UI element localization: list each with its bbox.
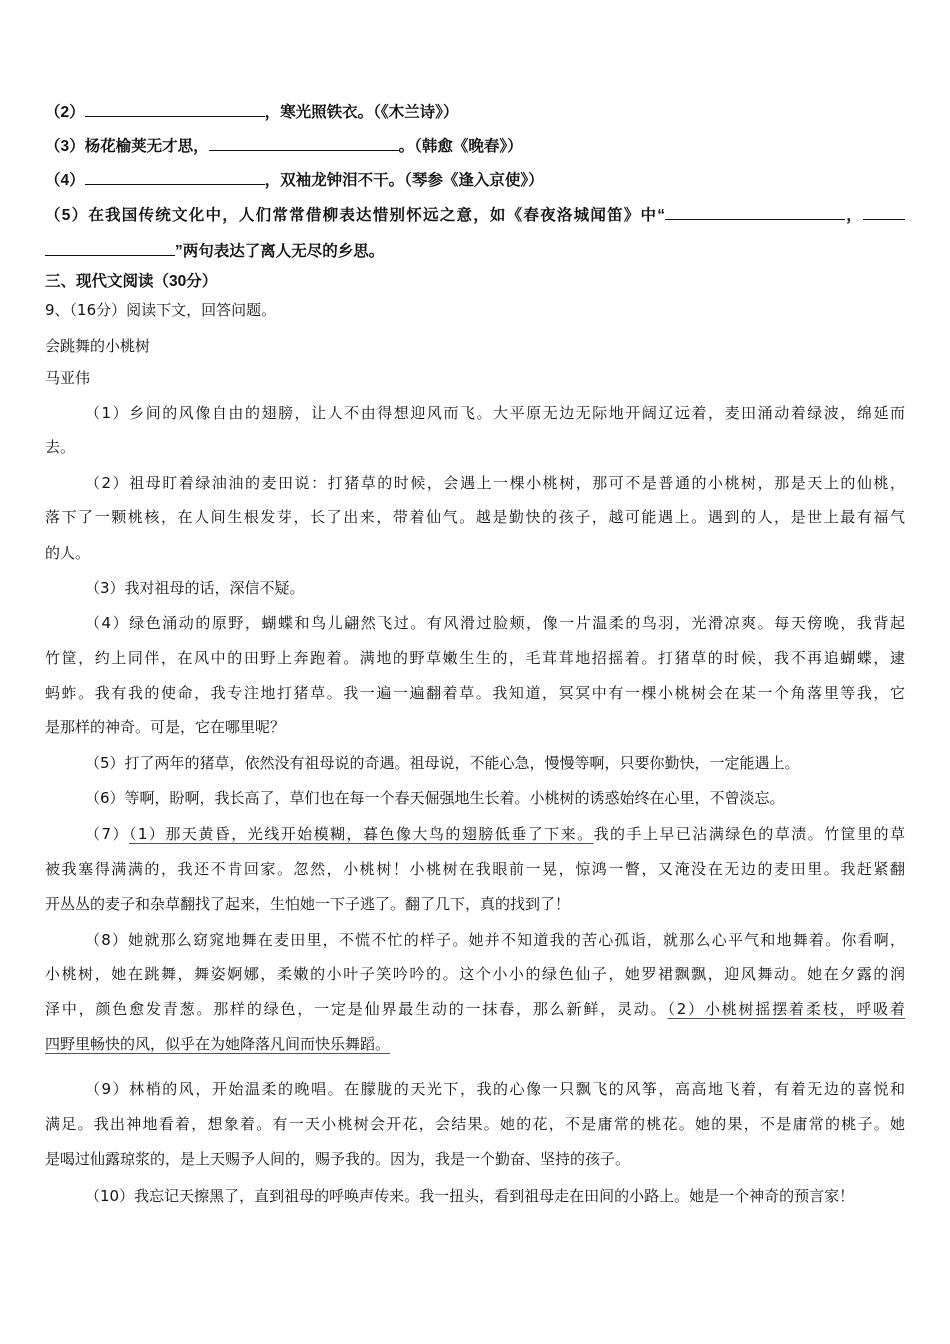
paragraph-line (45, 894, 570, 914)
text-segment: 开丛丛的麦子和杂草翻找了起来，生怕她一下子逃了。翻了几下，真的找到了！ (45, 895, 571, 913)
paragraph-line (85, 473, 905, 493)
fill-in-question (45, 241, 384, 262)
text-segment: 满足。我出神地看着，想象着。有一天小桃树会开花，会结果。她的花，不是庸常的桃花。她的果，不是庸常的桃子。她 (45, 1115, 905, 1133)
answer-blank[interactable] (209, 136, 399, 151)
text-segment: 落下了一颗桃核，在人间生根发芽，长了出来，带着仙气。越是勤快的孩子，越可能遇上。遇到的人，是世上最有福气 (45, 508, 905, 526)
text-segment: 是喝过仙露琼浆的，是上天赐予人间的，赐予我的。因为，我是一个勤奋、坚持的孩子。 (45, 1150, 631, 1168)
paragraph-line (45, 437, 75, 457)
paragraph-line (85, 1079, 905, 1099)
fill-in-question (45, 136, 523, 157)
text-segment: （8）她就那么窈窕地舞在麦田里，不慌不忙的样子。她并不知道我的苦心孤诣，就那么心平气和地舞着。你看啊， (85, 931, 905, 949)
paragraph-line (85, 930, 905, 950)
fill-in-question (45, 205, 905, 226)
paragraph-line (45, 683, 905, 703)
text-segment: （6）等啊，盼啊，我长高了，草们也在每一个春天倔强地生长着。小桃树的诱惑始终在心里，不曾淡忘。 (85, 789, 785, 807)
paragraph-line (45, 717, 285, 737)
text-segment: ”两句表达了离人无尽的乡思。 (175, 243, 385, 260)
section-heading: 三、现代文阅读（30分） (45, 273, 218, 290)
text-segment: 小桃树，她在跳舞，舞姿婀娜，柔嫩的小叶子笑吟吟的。这个小小的绿色仙子，她罗裙飘飘，迎风舞动。她在夕露的润 (45, 965, 905, 983)
paragraph-line (85, 1186, 854, 1206)
fill-in-question (45, 170, 544, 191)
underlined-sentence: 四野里畅快的风，似乎在为她降落凡间而快乐舞蹈。 (45, 1035, 391, 1053)
paragraph-line (85, 403, 905, 423)
text-segment: 蚂蚱。我有我的使命，我专注地打猪草。我一遍一遍翻着草。我知道，冥冥中有一棵小桃树会在某一个角落里等我，它 (45, 684, 905, 702)
paragraph-line (45, 1034, 390, 1054)
paragraph-line (45, 999, 905, 1019)
text-segment: （2）祖母盯着绿油油的麦田说：打猪草的时候，会遇上一棵小桃树，那可不是普通的小桃树，那是天上的仙桃， (85, 474, 905, 492)
text-segment: 被我塞得满满的，我还不肯回家。忽然，小桃树！小桃树在我眼前一晃，惊鸿一瞥，又淹没在无边的麦田里。我赶紧翻 (45, 860, 905, 878)
article-author: 马亚伟 (45, 369, 91, 387)
question-header: 9、（16分）阅读下文，回答问题。 (45, 301, 277, 319)
paragraph-line (85, 824, 905, 844)
fill-in-question (45, 102, 458, 123)
text-segment: 泽中，颜色愈发青葱。那样的绿色，一定是仙界最生动的一抹春，那么新鲜，灵动。 (45, 1000, 668, 1018)
text-segment: （5）打了两年的猪草，依然没有祖母说的奇遇。祖母说，不能心急，慢慢等啊，只要你勤快，一定能遇上。 (85, 754, 800, 772)
paragraph-line (45, 543, 90, 563)
answer-blank[interactable] (863, 205, 905, 220)
text-segment: ，双袖龙钟泪不干。（琴参《逢入京使》） (264, 172, 544, 189)
text-segment: （5）在我国传统文化中，人们常常借柳表达惜别怀远之意，如《春夜洛城闻笛》中“ (45, 207, 666, 224)
paragraph-line (45, 964, 905, 984)
answer-blank[interactable] (665, 205, 845, 220)
paragraph-line (45, 648, 905, 668)
answer-blank[interactable] (85, 102, 265, 117)
text-segment: 。（韩愈《晚春》） (398, 138, 523, 155)
text-segment: 竹筐，约上同伴，在风中的田野上奔跑着。满地的野草嫩生生的，毛茸茸地招摇着。打猪草的时候，我不再追蝴蝶，逮 (45, 649, 905, 667)
text-segment: （7） (85, 825, 129, 843)
text-segment: 是那样的神奇。可是，它在哪里呢？ (45, 718, 286, 736)
paragraph-line (45, 1149, 630, 1169)
underlined-sentence: （1）那天黄昏，光线开始模糊，暮色像大鸟的翅膀低垂了下来。 (128, 825, 594, 843)
paragraph-line (85, 613, 905, 633)
text-segment: （1）乡间的风像自由的翅膀，让人不由得想迎风而飞。大平原无边无际地开阔辽远着，麦田涌动着绿波，绵延而 (85, 404, 905, 422)
text-segment: （3）我对祖母的话，深信不疑。 (85, 579, 305, 597)
text-segment: 去。 (45, 438, 76, 456)
text-segment: 我的手上早已沾满绿色的草渍。竹筐里的草 (593, 825, 906, 843)
underlined-sentence: （2）小桃树摇摆着柔枝，呼吸着 (667, 1000, 905, 1018)
text-segment: （2） (45, 104, 85, 121)
text-segment: （4） (45, 172, 85, 189)
text-segment: （9）林梢的风，开始温柔的晚唱。在朦胧的天光下，我的心像一只飘飞的风筝，高高地飞着，有着无边的喜悦和 (85, 1080, 905, 1098)
text-segment: ， (845, 207, 863, 224)
text-segment: （10）我忘记天擦黑了，直到祖母的呼唤声传来。我一扭头，看到祖母走在田间的小路上。她是一个神奇的预言家！ (85, 1187, 855, 1205)
paragraph-line (45, 859, 905, 879)
paragraph-line (45, 1114, 905, 1134)
text-segment: （3）杨花榆荚无才思， (45, 138, 209, 155)
paragraph-line (85, 753, 800, 773)
paragraph-line (85, 578, 305, 598)
paragraph-line (85, 788, 785, 808)
paragraph-line (45, 507, 905, 527)
answer-blank[interactable] (85, 170, 265, 185)
article-title: 会跳舞的小桃树 (45, 337, 151, 355)
text-segment: （4）绿色涌动的原野，蝴蝶和鸟儿翩然飞过。有风滑过脸颊，像一片温柔的鸟羽，光滑凉爽。每天傍晚，我背起 (85, 614, 905, 632)
answer-blank[interactable] (45, 241, 175, 256)
text-segment: 的人。 (45, 544, 91, 562)
text-segment: ，寒光照铁衣。（《木兰诗》） (264, 104, 459, 121)
